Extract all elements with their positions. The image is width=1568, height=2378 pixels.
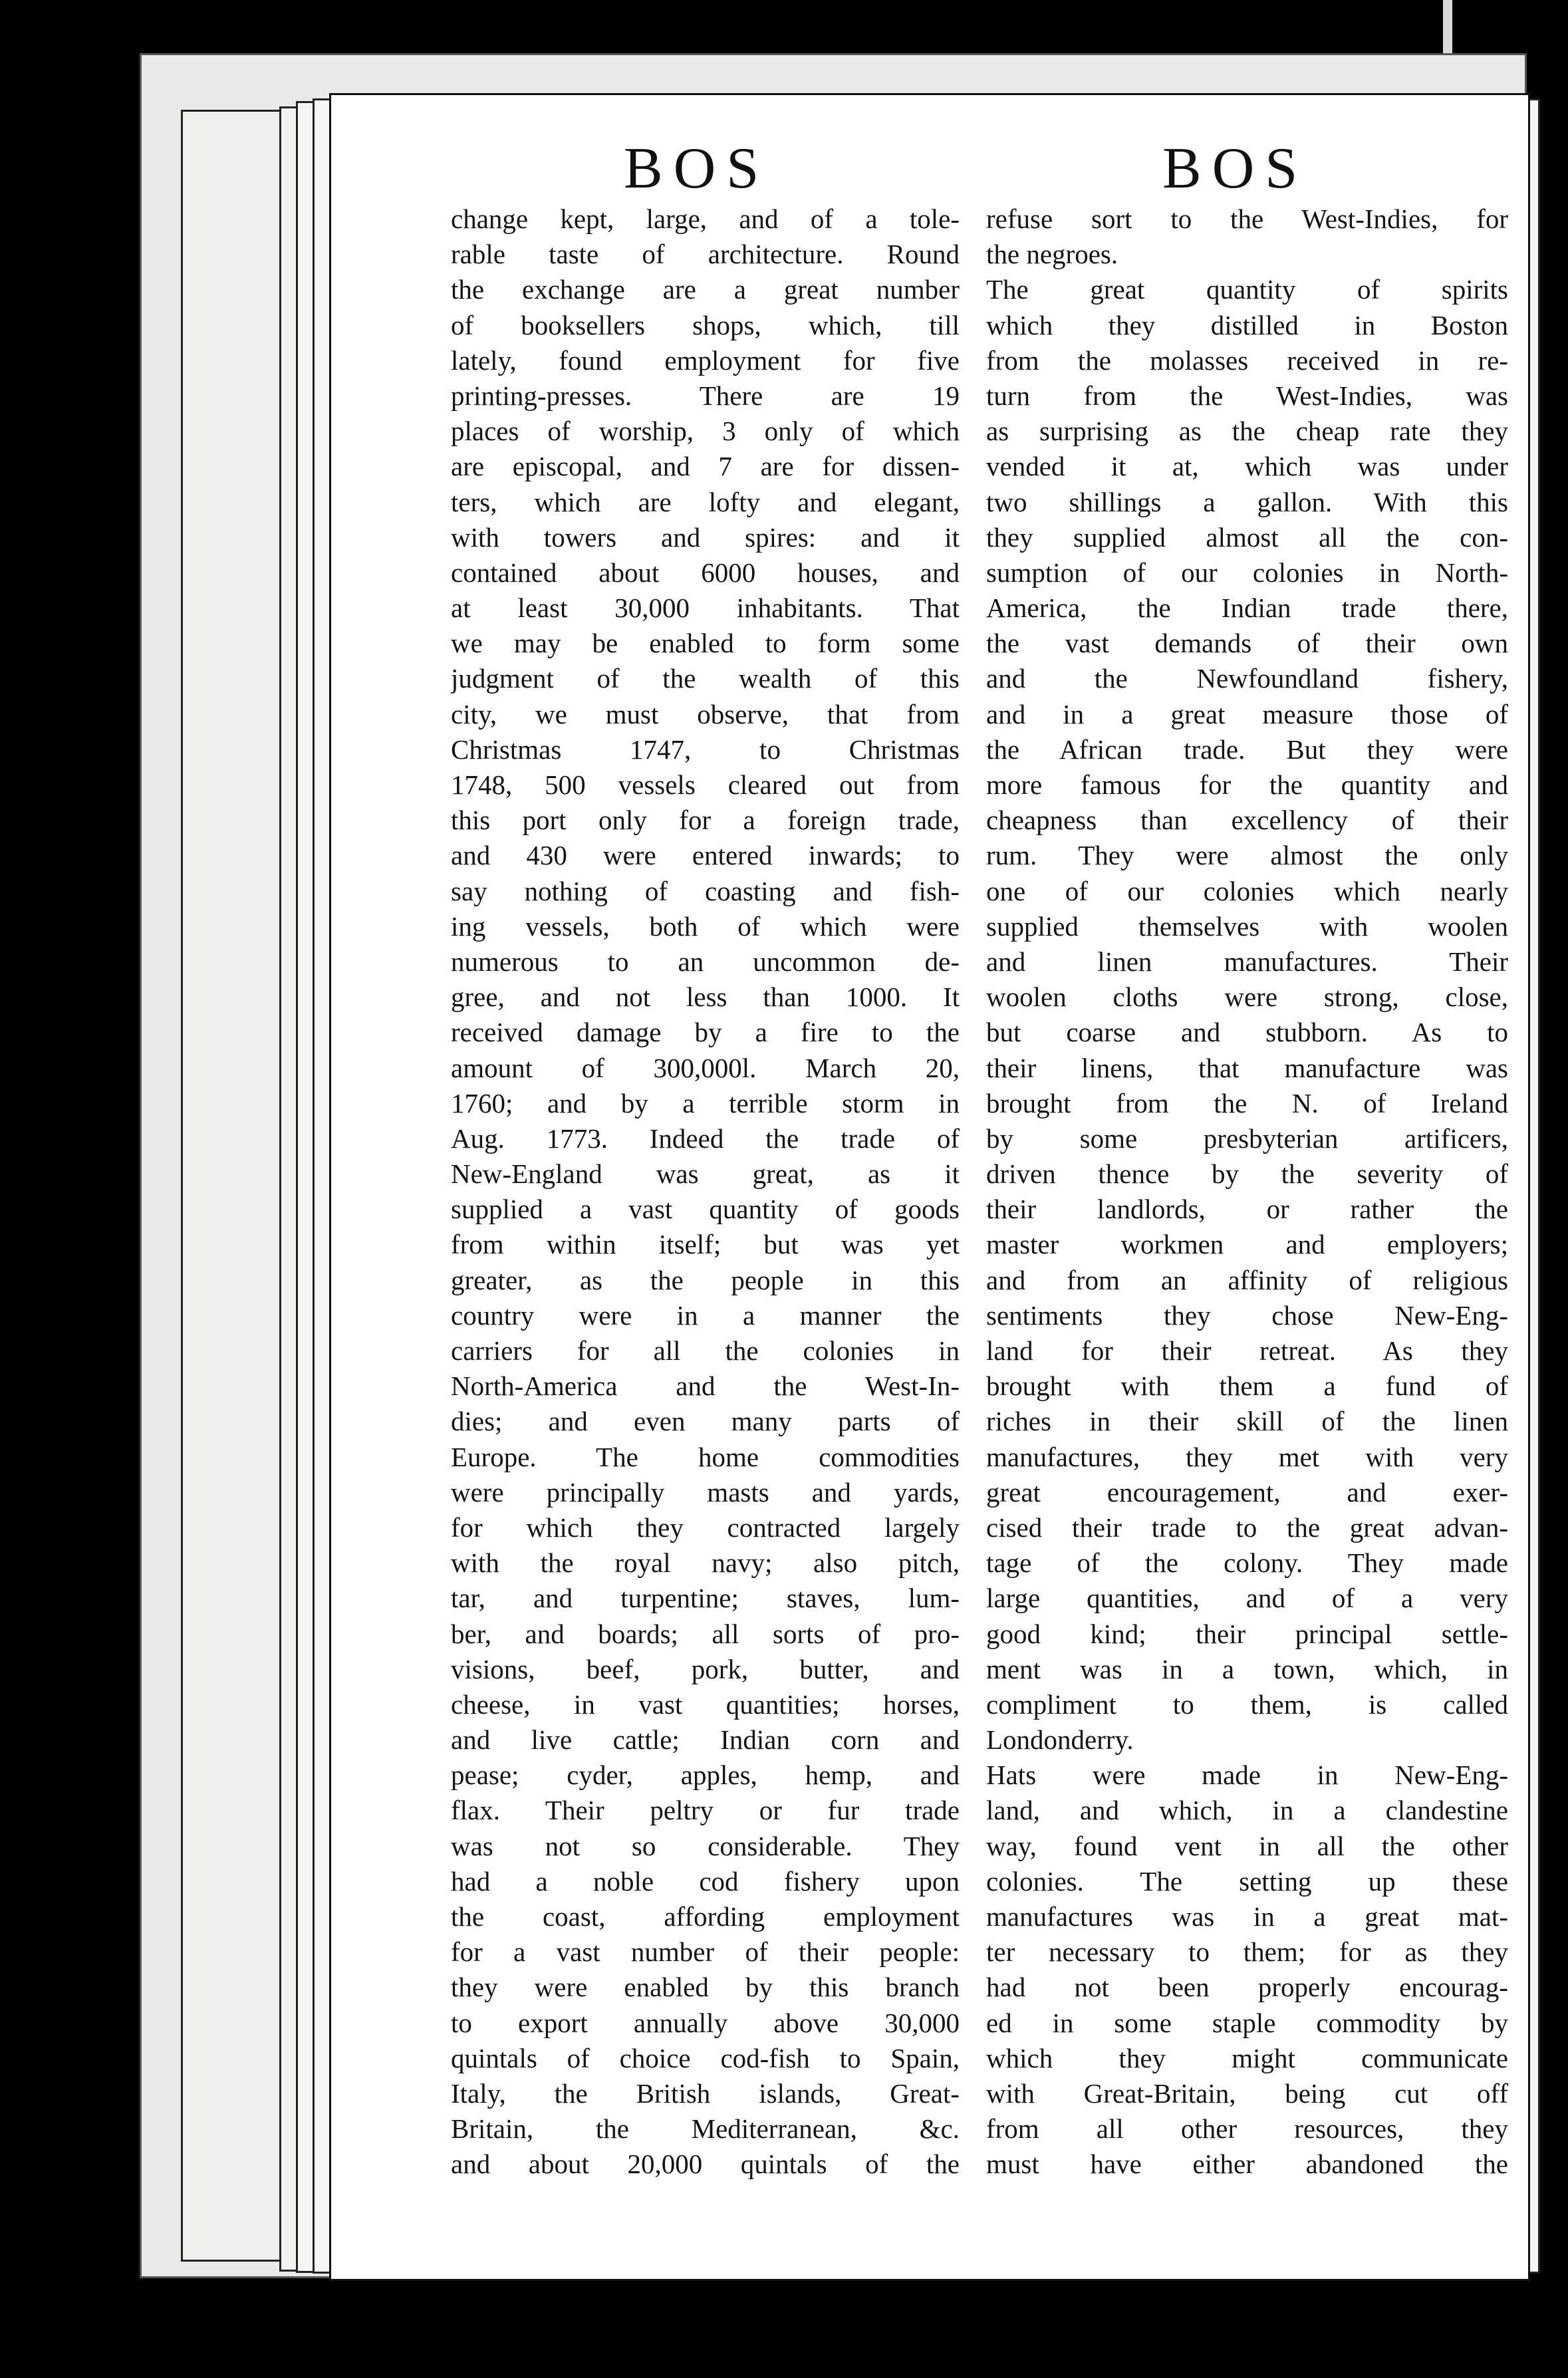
running-head-right: BOS (1162, 136, 1309, 201)
text-line: their landlords, or rather the (986, 1194, 1508, 1225)
text-line: this port only for a foreign trade, (451, 805, 960, 836)
text-line: for a vast number of their people: (451, 1936, 960, 1968)
text-line: vended it at, which was under (986, 451, 1508, 482)
text-line: brought with them a fund of (986, 1371, 1508, 1402)
text-line: tar, and turpentine; staves, lum- (451, 1583, 960, 1614)
text-line: sentiments they chose New-Eng- (986, 1299, 1508, 1331)
text-line: turn from the West-Indies, was (986, 380, 1508, 411)
text-line: land, and which, in a clandestine (986, 1795, 1508, 1826)
text-line: Londonderry. (986, 1724, 1134, 1756)
text-line: ing vessels, both of which were (451, 910, 960, 942)
text-line: at least 30,000 inhabitants. That (451, 593, 960, 624)
book-page (329, 93, 1530, 2281)
text-line: they supplied almost all the con- (986, 521, 1508, 553)
text-line: from the molasses received in re- (986, 344, 1508, 376)
text-line: supplied themselves with woolen (986, 910, 1508, 942)
text-line: from all other resources, they (986, 2113, 1508, 2145)
text-line: places of worship, 3 only of which (451, 416, 960, 447)
text-line: as surprising as the cheap rate they (986, 416, 1508, 447)
text-line: and 430 were entered inwards; to (451, 840, 960, 871)
text-line: they were enabled by this branch (451, 1972, 960, 2003)
text-line: judgment of the wealth of this (451, 663, 960, 694)
text-line: ter necessary to them; for as they (986, 1936, 1508, 1968)
text-line: manufactures was in a great mat- (986, 1901, 1508, 1932)
text-line: must have either abandoned the (986, 2149, 1508, 2180)
text-line: city, we must observe, that from (451, 698, 960, 729)
text-line: we may be enabled to form some (451, 628, 960, 659)
text-line: which they distilled in Boston (986, 309, 1508, 340)
text-line: the African trade. But they were (986, 733, 1508, 765)
text-line: 1748, 500 vessels cleared out from (451, 769, 960, 800)
text-line: cheese, in vast quantities; horses, (451, 1688, 960, 1720)
text-line: rum. They were almost the only (986, 840, 1508, 871)
text-line: good kind; their principal settle- (986, 1618, 1508, 1649)
text-line: for which they contracted largely (451, 1512, 960, 1543)
text-line: and from an affinity of religious (986, 1264, 1508, 1295)
text-line: numerous to an uncommon de- (451, 946, 960, 977)
text-line: Europe. The home commodities (451, 1441, 960, 1472)
text-line: America, the Indian trade there, (986, 593, 1508, 624)
text-line: with Great-Britain, being cut off (986, 2077, 1508, 2109)
text-line: had a noble cod fishery upon (451, 1865, 960, 1897)
text-line: the coast, affording employment (451, 1901, 960, 1932)
text-line: the vast demands of their own (986, 628, 1508, 659)
text-line: supplied a vast quantity of goods (451, 1194, 960, 1225)
text-line: lately, found employment for five (451, 344, 960, 376)
text-line: two shillings a gallon. With this (986, 486, 1508, 517)
text-line: the exchange are a great number (451, 274, 960, 305)
text-line: tage of the colony. They made (986, 1547, 1508, 1579)
text-line: dies; and even many parts of (451, 1406, 960, 1437)
text-line: large quantities, and of a very (986, 1583, 1508, 1614)
text-line: and the Newfoundland fishery, (986, 663, 1508, 694)
text-line: Britain, the Mediterranean, &c. (451, 2113, 960, 2145)
text-line: riches in their skill of the linen (986, 1406, 1508, 1437)
text-line: driven thence by the severity of (986, 1158, 1508, 1190)
text-line: cised their trade to the great advan- (986, 1512, 1508, 1543)
text-line: were principally masts and yards, (451, 1476, 960, 1508)
text-line: and about 20,000 quintals of the (451, 2149, 960, 2180)
text-line: are episcopal, and 7 are for dissen- (451, 451, 960, 482)
text-line: brought from the N. of Ireland (986, 1087, 1508, 1119)
running-head-left: BOS (624, 136, 770, 201)
text-line: gree, and not less than 1000. It (451, 982, 960, 1013)
text-line: greater, as the people in this (451, 1264, 960, 1295)
text-line: North-America and the West-In- (451, 1371, 960, 1402)
text-line: the negroes. (986, 239, 1118, 270)
text-line: more famous for the quantity and (986, 769, 1508, 800)
text-line: with towers and spires: and it (451, 521, 960, 553)
text-line: master workmen and employers; (986, 1229, 1508, 1260)
text-line: flax. Their peltry or fur trade (451, 1795, 960, 1826)
text-line: rable taste of architecture. Round (451, 239, 960, 270)
text-line: by some presbyterian artificers, (986, 1123, 1508, 1154)
text-line: compliment to them, is called (986, 1688, 1508, 1720)
text-line: way, found vent in all the other (986, 1830, 1508, 1861)
text-line: manufactures, they met with very (986, 1441, 1508, 1472)
text-line: ed in some staple commodity by (986, 2007, 1508, 2038)
text-line: had not been properly encourag- (986, 1972, 1508, 2003)
scan-artifact (1443, 0, 1452, 53)
text-line: amount of 300,000l. March 20, (451, 1052, 960, 1083)
text-line: but coarse and stubborn. As to (986, 1017, 1508, 1048)
text-line: refuse sort to the West-Indies, for (986, 203, 1508, 234)
text-line: was not so considerable. They (451, 1830, 960, 1861)
text-line: pease; cyder, apples, hemp, and (451, 1760, 960, 1791)
text-line: which they might communicate (986, 2042, 1508, 2073)
text-line: The great quantity of spirits (986, 274, 1508, 305)
text-line: and live cattle; Indian corn and (451, 1724, 960, 1756)
text-line: woolen cloths were strong, close, (986, 982, 1508, 1013)
text-line: 1760; and by a terrible storm in (451, 1087, 960, 1119)
text-line: sumption of our colonies in North- (986, 557, 1508, 588)
text-line: received damage by a fire to the (451, 1017, 960, 1048)
text-line: and in a great measure those of (986, 698, 1508, 729)
text-line: with the royal navy; also pitch, (451, 1547, 960, 1579)
text-line: Christmas 1747, to Christmas (451, 733, 960, 765)
text-line: quintals of choice cod-fish to Spain, (451, 2042, 960, 2073)
text-line: one of our colonies which nearly (986, 875, 1508, 906)
text-line: from within itself; but was yet (451, 1229, 960, 1260)
text-line: change kept, large, and of a tole- (451, 203, 960, 234)
text-line: ters, which are lofty and elegant, (451, 486, 960, 517)
text-line: Hats were made in New-Eng- (986, 1760, 1508, 1791)
left-text-column (451, 201, 960, 2182)
text-line: say nothing of coasting and fish- (451, 875, 960, 906)
right-text-column (986, 201, 1508, 2182)
text-line: cheapness than excellency of their (986, 805, 1508, 836)
text-line: country were in a manner the (451, 1299, 960, 1331)
text-line: Aug. 1773. Indeed the trade of (451, 1123, 960, 1154)
text-line: their linens, that manufacture was (986, 1052, 1508, 1083)
text-line: Italy, the British islands, Great- (451, 2077, 960, 2109)
text-line: great encouragement, and exer- (986, 1476, 1508, 1508)
text-line: ber, and boards; all sorts of pro- (451, 1618, 960, 1649)
text-line: of booksellers shops, which, till (451, 309, 960, 340)
text-line: colonies. The setting up these (986, 1865, 1508, 1897)
text-line: to export annually above 30,000 (451, 2007, 960, 2038)
text-line: ment was in a town, which, in (986, 1653, 1508, 1684)
text-line: printing-presses. There are 19 (451, 380, 960, 411)
text-line: land for their retreat. As they (986, 1335, 1508, 1366)
text-line: visions, beef, pork, butter, and (451, 1653, 960, 1684)
text-line: carriers for all the colonies in (451, 1335, 960, 1366)
text-line: New-England was great, as it (451, 1158, 960, 1190)
text-line: contained about 6000 houses, and (451, 557, 960, 588)
text-line: and linen manufactures. Their (986, 946, 1508, 977)
